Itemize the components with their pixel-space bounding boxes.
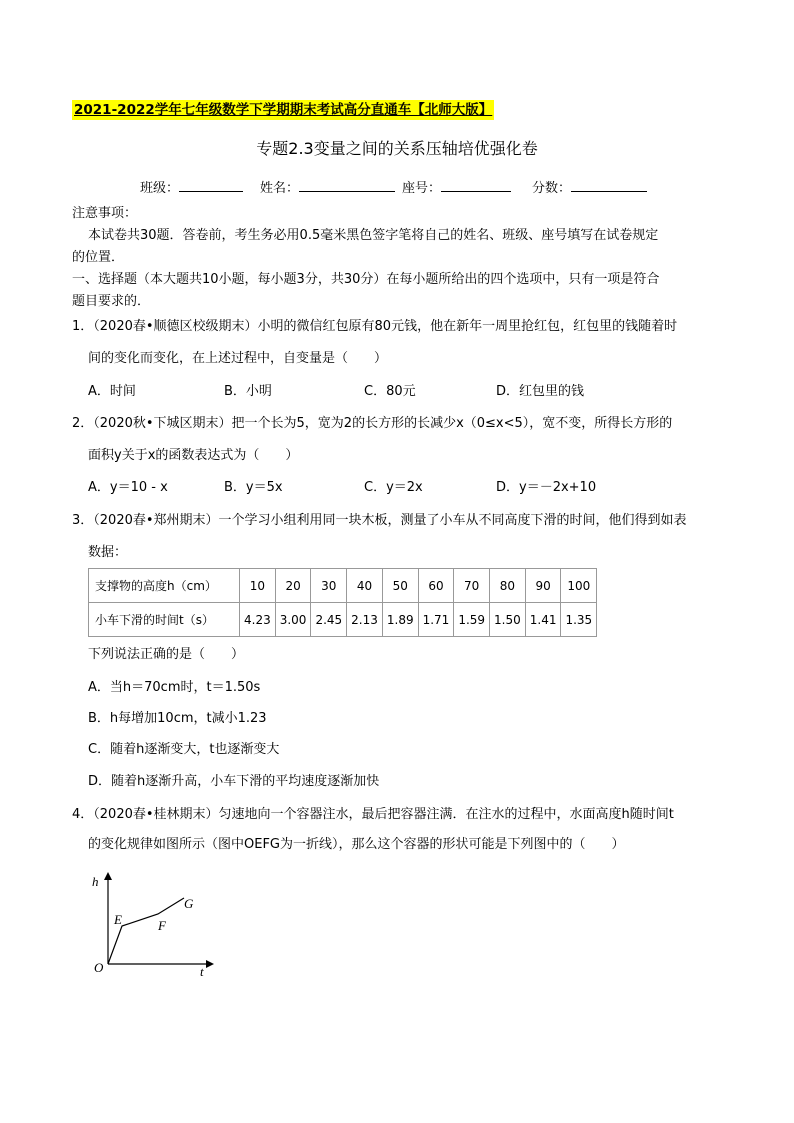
q1-stem-line-1: 1．（2020春•顺德区校级期末）小明的微信红包原有80元钱，他在新年一周里抢红包，红包里的钱随着时 (72, 319, 678, 334)
name-label: 姓名： (260, 181, 300, 196)
score-label: 分数： (532, 181, 572, 196)
q4-stem-line-1: 4．（2020春•桂林期末）匀速地向一个容器注水，最后把容器注满．在注水的过程中，水面高度h随时间t (72, 807, 674, 822)
row-label-time: 小车下滑的时间t（s） (89, 603, 240, 637)
table-cell: 1.59 (454, 603, 490, 637)
q1-stem-line-2: 间的变化而变化，在上述过程中，自变量是（ ） (88, 351, 388, 366)
q2-stem-line-1: 2．（2020秋•下城区期末）把一个长为5，宽为2的长方形的长减少x（0≤x<5），宽不变，所得长方形的 (72, 416, 673, 431)
table-cell: 70 (454, 569, 490, 603)
q3-data-table (88, 568, 597, 637)
name-blank[interactable] (299, 177, 395, 192)
q4-stem-line-2: 的变化规律如图所示（图中OEFG为一折线），那么这个容器的形状可能是下列图中的（ ） (88, 837, 625, 852)
class-label: 班级： (140, 181, 180, 196)
q1-option-d[interactable]: D．红包里的钱 (496, 384, 585, 399)
score-blank[interactable] (571, 177, 647, 192)
q2-option-c[interactable]: C．y＝2x (364, 480, 423, 495)
class-field (140, 177, 243, 199)
q3-stem-line-1: 3．（2020春•郑州期末）一个学习小组利用同一块木板，测量了小车从不同高度下滑的时间，他们得到如表 (72, 513, 687, 528)
name-field (260, 177, 395, 199)
q4-water-level-graph (88, 868, 228, 980)
table-cell: 3.00 (275, 603, 311, 637)
q2-stem-line-2: 面积y关于x的函数表达式为（ ） (88, 448, 299, 463)
table-cell: 100 (561, 569, 597, 603)
q2-option-d[interactable]: D．y＝－2x+10 (496, 480, 597, 495)
q3-choice-b[interactable]: B．h每增加10cm，t减小1.23 (88, 711, 267, 726)
table-row-times (89, 603, 597, 637)
section-heading-line-1: 一、选择题（本大题共10小题，每小题3分，共30分）在每小题所给出的四个选项中，只有一项是符合 (72, 272, 660, 287)
exam-series-banner: 2021-2022学年七年级数学下学期期末考试高分直通车【北师大版】 (74, 102, 493, 118)
table-cell: 90 (525, 569, 561, 603)
section-heading-line-2: 题目要求的． (72, 294, 151, 309)
q1-option-a[interactable]: A．时间 (88, 384, 136, 399)
table-cell: 20 (275, 569, 311, 603)
seat-blank[interactable] (441, 177, 511, 192)
table-cell: 2.13 (347, 603, 383, 637)
point-g-label: G (184, 896, 194, 911)
table-cell: 60 (418, 569, 454, 603)
table-cell: 1.50 (490, 603, 526, 637)
q2-options (88, 477, 728, 499)
table-cell: 1.41 (525, 603, 561, 637)
point-e-label: E (114, 912, 122, 927)
table-cell: 50 (382, 569, 418, 603)
table-row-heights (89, 569, 597, 603)
table-cell: 1.71 (418, 603, 454, 637)
notice-line-2: 的位置． (72, 250, 125, 265)
t-axis-arrow (206, 960, 214, 968)
table-cell: 1.35 (561, 603, 597, 637)
score-field (532, 177, 647, 199)
q1-options (88, 381, 728, 403)
q1-option-b[interactable]: B．小明 (224, 384, 272, 399)
origin-label: O (94, 960, 104, 975)
oefg-polyline (108, 898, 184, 964)
row-label-height: 支撑物的高度h（cm） (89, 569, 240, 603)
h-axis-arrow (104, 872, 112, 880)
q1-option-c[interactable]: C．80元 (364, 384, 416, 399)
table-cell: 1.89 (382, 603, 418, 637)
student-info-row (140, 177, 680, 197)
seat-label: 座号： (402, 181, 442, 196)
table-cell: 40 (347, 569, 383, 603)
q3-prompt: 下列说法正确的是（ ） (88, 647, 245, 662)
q2-option-a[interactable]: A．y＝10 - x (88, 480, 168, 495)
t-axis-label: t (200, 964, 204, 979)
q2-option-b[interactable]: B．y＝5x (224, 480, 283, 495)
point-f-label: F (158, 918, 166, 933)
table-cell: 10 (240, 569, 276, 603)
notice-heading: 注意事项： (72, 206, 138, 221)
table-cell: 4.23 (240, 603, 276, 637)
q3-choice-c[interactable]: C．随着h逐渐变大，t也逐渐变大 (88, 742, 280, 757)
class-blank[interactable] (179, 177, 243, 192)
table-cell: 80 (490, 569, 526, 603)
notice-line-1: 本试卷共30题．答卷前，考生务必用0.5毫米黑色签字笔将自己的姓名、班级、座号填写在试卷规定 (88, 228, 659, 243)
table-cell: 30 (311, 569, 347, 603)
seat-field (402, 177, 511, 199)
h-axis-label: h (92, 874, 99, 889)
q3-stem-line-2: 数据： (88, 545, 128, 560)
table-cell: 2.45 (311, 603, 347, 637)
page-title: 专题2.3变量之间的关系压轴培优强化卷 (256, 139, 538, 158)
q3-choice-a[interactable]: A．当h＝70cm时，t＝1.50s (88, 680, 261, 695)
q3-choice-d[interactable]: D．随着h逐渐升高，小车下滑的平均速度逐渐加快 (88, 774, 380, 789)
